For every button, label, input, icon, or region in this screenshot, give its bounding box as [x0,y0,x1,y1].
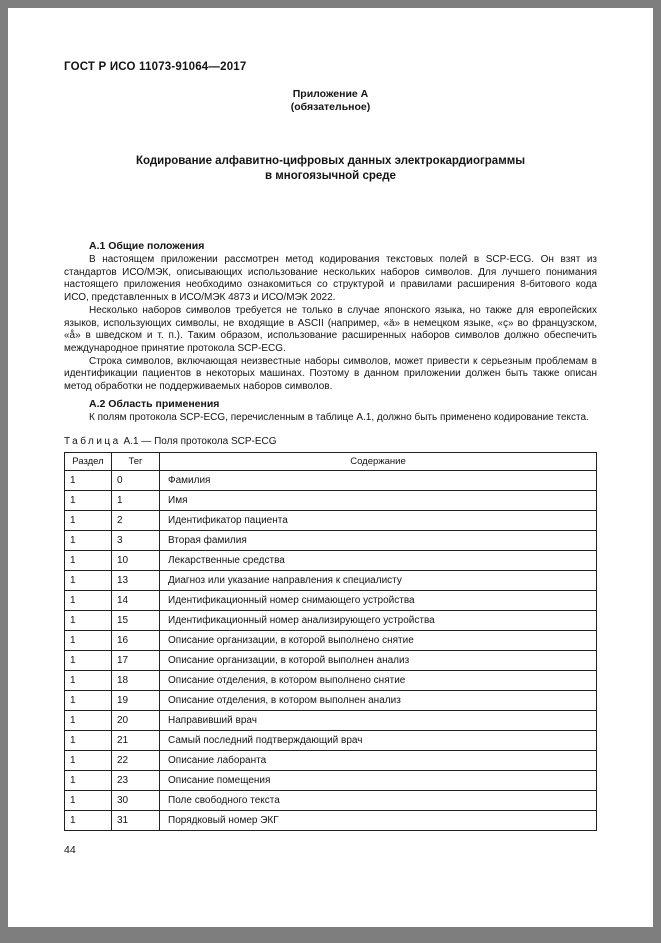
table-row [65,751,597,771]
page-number: 44 [64,844,76,857]
cell-section: 1 [65,691,112,711]
column-header-tag: Тег [112,453,160,471]
table-row [65,671,597,691]
table-body [65,471,597,831]
annex-status: (обязательное) [290,101,371,113]
table-row [65,611,597,631]
annex-block [64,88,597,114]
cell-content: Направивший врач [160,711,597,731]
table-caption-number: А.1 [123,436,139,448]
cell-content: Идентификационный номер снимающего устройства [160,591,597,611]
cell-section: 1 [65,711,112,731]
table-row [65,791,597,811]
cell-tag: 2 [112,511,160,531]
cell-section: 1 [65,591,112,611]
cell-tag: 21 [112,731,160,751]
cell-section: 1 [65,651,112,671]
paragraph: Строка символов, включающая неизвестные наборы символов, может привести к серьезным проблемам в идентификации пациентов в некоторых машинах. Поэтому в данном приложении должен быть также описан метод обработки не поддерживаемых наборов символов. [64,355,597,393]
cell-tag: 17 [112,651,160,671]
table-row [65,711,597,731]
cell-section: 1 [65,731,112,751]
cell-content: Порядковый номер ЭКГ [160,811,597,831]
table-row [65,731,597,751]
table-row [65,651,597,671]
cell-content: Имя [160,491,597,511]
paragraph: Несколько наборов символов требуется не только в случае японского языка, но также для европейских языков, использующих символы, не входящие в ASCII (например, «ä» в немецком языке, «ç» во французском, «å» в шведском и т. п.). Таким образом, использование расширенных наборов символов должно обеспечить международное принятие протокола SCP-ECG. [64,304,597,354]
cell-content: Описание организации, в которой выполнено снятие [160,631,597,651]
cell-tag: 31 [112,811,160,831]
cell-section: 1 [65,511,112,531]
column-header-section: Раздел [65,453,112,471]
annex-label: Приложение А [292,88,369,100]
cell-section: 1 [65,771,112,791]
annex-title-line1: Кодирование алфавитно-цифровых данных электрокардиограммы [135,155,526,167]
section-a1 [64,239,597,394]
table-caption-title: — Поля протокола SCP-ECG [141,436,277,448]
section-a2-heading: А.2 Область применения [89,397,220,410]
table-row [65,491,597,511]
standard-designation: ГОСТ Р ИСО 11073-91064—2017 [64,61,247,73]
table-row [65,771,597,791]
cell-content: Фамилия [160,471,597,491]
table-row [65,591,597,611]
cell-content: Идентификационный номер анализирующего устройства [160,611,597,631]
table-header-row [65,453,597,471]
cell-tag: 3 [112,531,160,551]
paragraph: К полям протокола SCP-ECG, перечисленным в таблице А.1, должно быть применено кодирование текста. [89,411,589,423]
cell-section: 1 [65,491,112,511]
cell-tag: 10 [112,551,160,571]
cell-tag: 18 [112,671,160,691]
cell-tag: 23 [112,771,160,791]
cell-section: 1 [65,811,112,831]
paragraph: В настоящем приложении рассмотрен метод кодирования текстовых полей в SCP-ECG. Он взят из стандартов ИСО/МЭК, описывающих использование нескольких наборов символов. Для лучшего понимания настоящего приложения необходимо ознакомиться со структурой и правилами расширения 8-битового кода ИСО, представленных в ИСО/МЭК 4873 и ИСО/МЭК 2022. [64,254,597,304]
table-caption-word: Таблица [64,436,121,448]
cell-content: Вторая фамилия [160,531,597,551]
cell-tag: 16 [112,631,160,651]
cell-content: Самый последний подтверждающий врач [160,731,597,751]
cell-section: 1 [65,471,112,491]
cell-tag: 1 [112,491,160,511]
cell-tag: 0 [112,471,160,491]
cell-tag: 14 [112,591,160,611]
cell-section: 1 [65,611,112,631]
table-caption [64,436,597,447]
section-a2 [64,397,597,425]
cell-section: 1 [65,531,112,551]
table-row [65,471,597,491]
cell-content: Диагноз или указание направления к специалисту [160,571,597,591]
annex-title-line2: в многоязычной среде [265,170,396,182]
table-row [65,691,597,711]
table-row [65,551,597,571]
cell-section: 1 [65,571,112,591]
column-header-content: Содержание [160,453,597,471]
cell-content: Поле свободного текста [160,791,597,811]
cell-content: Описание лаборанта [160,751,597,771]
cell-tag: 19 [112,691,160,711]
cell-tag: 30 [112,791,160,811]
cell-section: 1 [65,671,112,691]
table-row [65,811,597,831]
cell-content: Идентификатор пациента [160,511,597,531]
table-row [65,571,597,591]
cell-tag: 15 [112,611,160,631]
annex-title [64,154,597,184]
cell-content: Описание организации, в которой выполнен анализ [160,651,597,671]
table-row [65,631,597,651]
table-row [65,531,597,551]
cell-section: 1 [65,631,112,651]
cell-section: 1 [65,791,112,811]
cell-content: Описание отделения, в котором выполнен анализ [160,691,597,711]
cell-content: Описание помещения [160,771,597,791]
section-a1-heading: А.1 Общие положения [89,240,205,252]
cell-content: Описание отделения, в котором выполнено снятие [160,671,597,691]
cell-tag: 22 [112,751,160,771]
cell-section: 1 [65,751,112,771]
document-page [8,8,653,927]
cell-tag: 20 [112,711,160,731]
cell-section: 1 [65,551,112,571]
cell-content: Лекарственные средства [160,551,597,571]
scp-ecg-fields-table [64,452,597,831]
table-row [65,511,597,531]
cell-tag: 13 [112,571,160,591]
